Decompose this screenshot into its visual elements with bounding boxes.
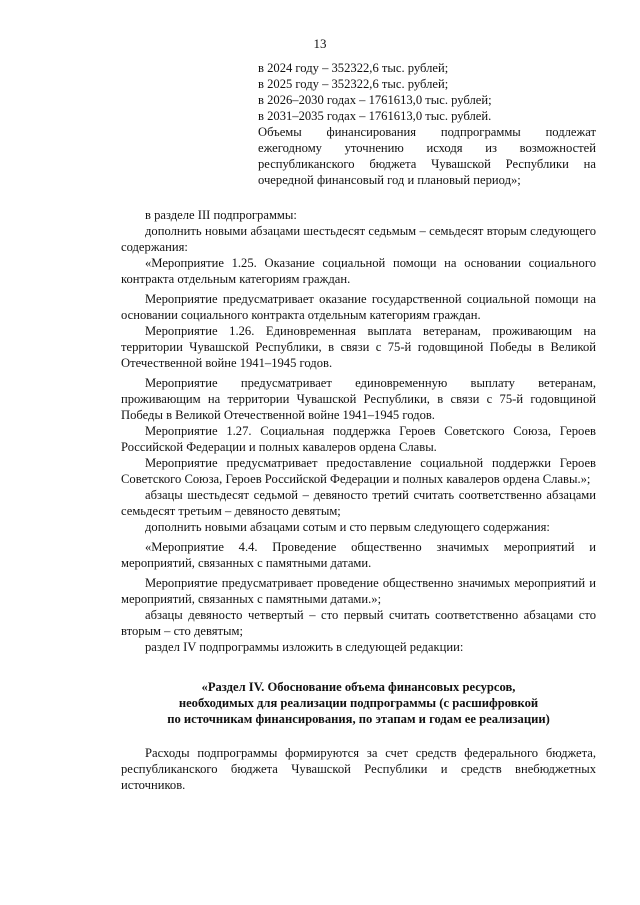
document-body <box>121 207 596 793</box>
paragraph: абзацы шестьдесят седьмой – девяносто третий считать соответственно абзацами семьдесят третьим – девяносто девятым; <box>121 488 596 518</box>
funding-line-2031-2035: в 2031–2035 годах – 1761613,0 тыс. рублей. <box>258 109 492 123</box>
paragraph: «Мероприятие 4.4. Проведение общественно значимых мероприятий и мероприятий, связанных с памятными датами. <box>121 540 596 570</box>
paragraph: абзацы девяносто четвертый – сто первый считать соответственно абзацами сто вторым – сто девятым; <box>121 608 596 638</box>
section-heading-line: «Раздел IV. Обоснование объема финансовых ресурсов, <box>201 680 516 694</box>
paragraph: Мероприятие 1.26. Единовременная выплата ветеранам, проживающим на территории Чувашской Республики, в связи с 75-й годовщиной Победы в Великой Отечественной войне 1941–1945 годов. <box>121 324 596 370</box>
paragraph: Мероприятие предусматривает оказание государственной социальной помощи на основании социального контракта отдельным категориям граждан. <box>121 292 596 322</box>
funding-line-2024: в 2024 году – 352322,6 тыс. рублей; <box>258 61 449 75</box>
page-number: 13 <box>313 36 327 51</box>
section-heading-line: необходимых для реализации подпрограммы (с расшифровкой <box>178 696 539 710</box>
paragraph: раздел IV подпрограммы изложить в следующей редакции: <box>145 640 464 654</box>
paragraph: в разделе III подпрограммы: <box>145 208 297 222</box>
paragraph: Мероприятие 1.27. Социальная поддержка Героев Советского Союза, Героев Российской Федерации и полных кавалеров ордена Славы. <box>121 424 596 454</box>
funding-closing-paragraph: Объемы финансирования подпрограммы подлежат ежегодному уточнению исходя из возможностей республиканского бюджета Чувашской Республики на очередной финансовый год и плановый период»; <box>258 125 596 187</box>
funding-years-block <box>258 60 596 188</box>
paragraph: «Мероприятие 1.25. Оказание социальной помощи на основании социального контракта отдельным категориям граждан. <box>121 256 596 286</box>
paragraph: Мероприятие предусматривает проведение общественно значимых мероприятий и мероприятий, связанных с памятными датами.»; <box>121 576 596 606</box>
paragraph: Мероприятие предусматривает предоставление социальной поддержки Героев Советского Союза, Героев Российской Федерации и полных кавалеров ордена Славы.»; <box>121 456 596 486</box>
section-heading-line: по источникам финансирования, по этапам и годам ее реализации) <box>167 712 550 726</box>
funding-line-2026-2030: в 2026–2030 годах – 1761613,0 тыс. рублей; <box>258 93 492 107</box>
section-heading <box>121 679 596 727</box>
funding-line-2025: в 2025 году – 352322,6 тыс. рублей; <box>258 77 449 91</box>
paragraph: дополнить новыми абзацами сотым и сто первым следующего содержания: <box>145 520 550 534</box>
paragraph: Мероприятие предусматривает единовременную выплату ветеранам, проживающим на территории Чувашской Республики, в связи с 75-й годовщиной Победы в Великой Отечественной войне 1941–1945 годов. <box>121 376 596 422</box>
paragraph: дополнить новыми абзацами шестьдесят седьмым – семьдесят вторым следующего содержания: <box>121 224 596 254</box>
final-paragraph: Расходы подпрограммы формируются за счет средств федерального бюджета, республиканского бюджета Чувашской Республики и средств внебюджетных источников. <box>121 746 596 792</box>
